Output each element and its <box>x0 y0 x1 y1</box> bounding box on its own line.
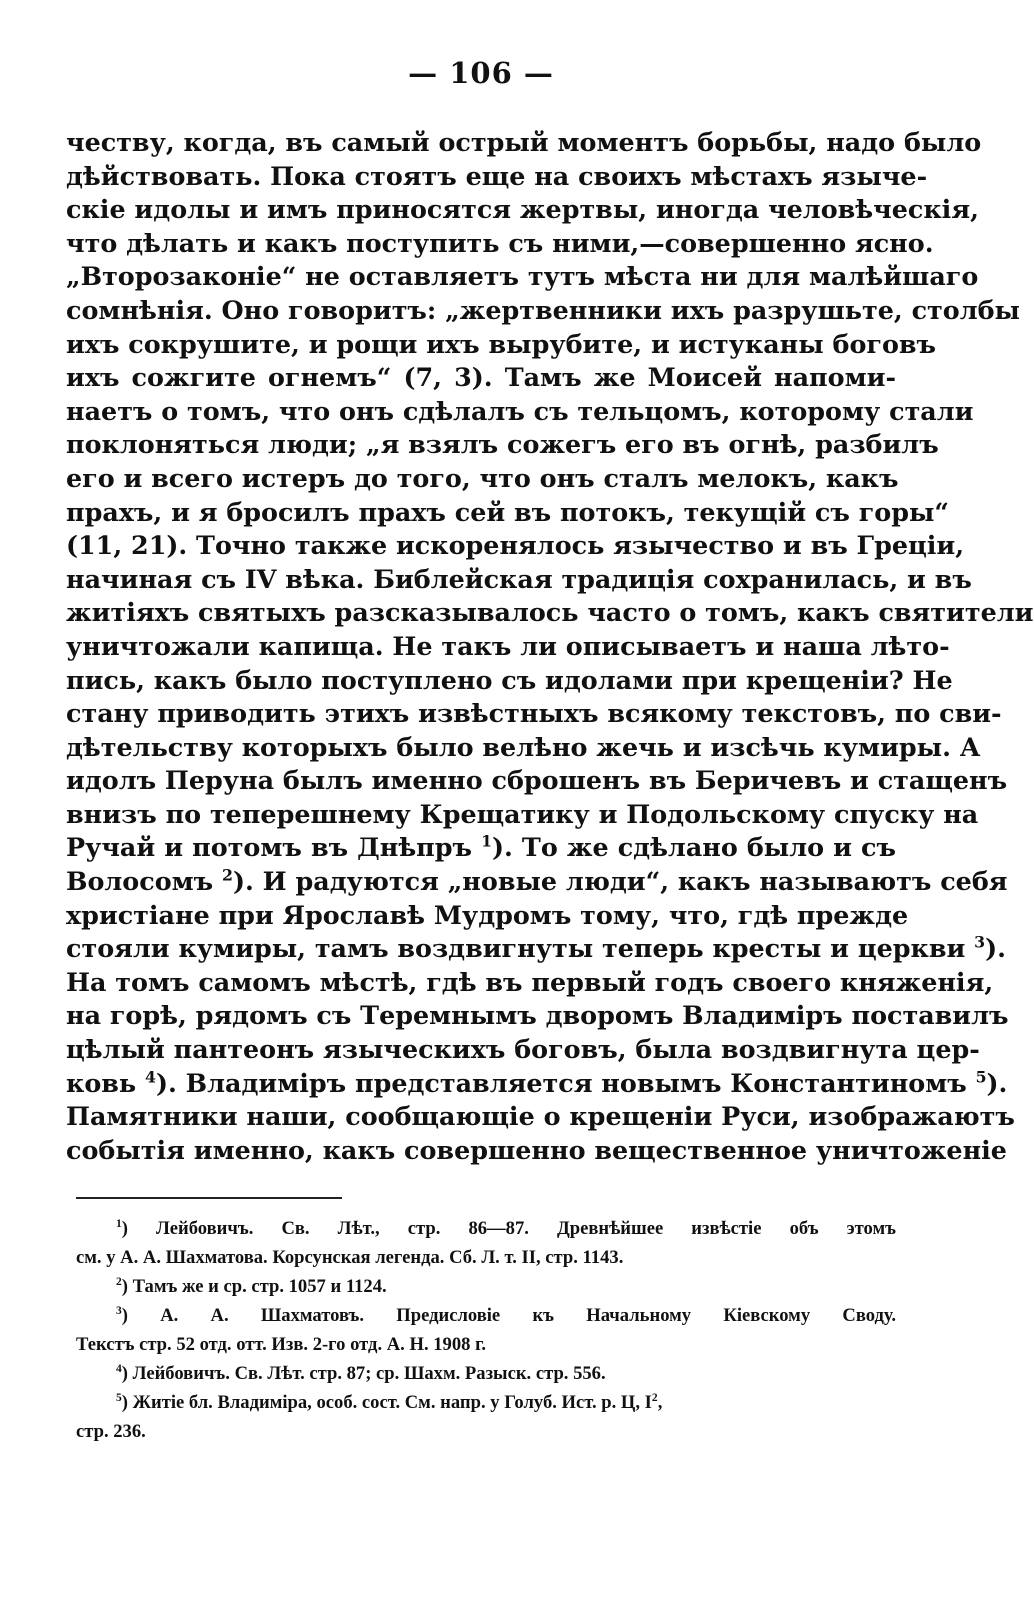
footnote-number: 1 <box>116 1218 122 1231</box>
text-fragment: Волосомъ <box>66 866 214 897</box>
text-line: что дѣлать и какъ поступить съ ними,—совершенно ясно. <box>66 227 934 258</box>
footnote-1 <box>76 1214 896 1243</box>
text-line: событія именно, какъ совершенно вещественное уничтоженіе <box>66 1134 1007 1165</box>
footnote-text: ) Лейбовичъ. Св. Лѣт., стр. 86—87. Древнѣйшее извѣстіе объ этомъ <box>121 1218 896 1239</box>
text-fragment: ). <box>985 933 1006 964</box>
text-line: скіе идолы и имъ приносятся жертвы, иногда человѣческія, <box>66 194 979 225</box>
text-line: христіане при Ярославѣ Мудромъ тому, что, гдѣ прежде <box>66 899 909 930</box>
footnote-number: 3 <box>116 1305 122 1318</box>
main-text <box>66 126 1034 1167</box>
text-line: дѣтельству которыхъ было велѣно жечь и изсѣчь кумиры. А <box>66 731 981 762</box>
text-line: стану приводить этихъ извѣстныхъ всякому текстовъ, по сви- <box>66 698 1002 729</box>
footnote-text: , <box>657 1392 663 1413</box>
text-line: сомнѣнія. Оно говоритъ: „жертвенники ихъ разрушьте, столбы <box>66 294 1021 325</box>
text-fragment: Ручай и потомъ въ Днѣпръ <box>66 832 472 863</box>
footnote-superscript: 2 <box>651 1392 658 1405</box>
text-fragment: ). То же сдѣлано было и съ <box>492 832 896 863</box>
text-line: на горѣ, рядомъ съ Теремнымъ дворомъ Владиміръ поставилъ <box>66 1000 1009 1031</box>
text-line: его и всего истеръ до того, что онъ сталъ мелокъ, какъ <box>66 462 899 493</box>
text-line: дѣйствовать. Пока стоятъ еще на своихъ мѣстахъ языче- <box>66 160 928 191</box>
text-fragment: ). Владиміръ представляется новымъ Константиномъ <box>155 1067 967 1098</box>
text-line <box>66 1067 1008 1101</box>
footnote-number: 2 <box>116 1276 122 1289</box>
footnote-ref: 5 <box>975 1067 987 1087</box>
text-line <box>66 831 896 865</box>
text-fragment: ). И радуются „новые люди“, какъ называютъ себя <box>232 866 1008 897</box>
footnote-text: ) Лейбовичъ. Св. Лѣт. стр. 87; ср. Шахм. Разыск. стр. 556. <box>121 1363 606 1384</box>
text-line <box>66 865 1008 899</box>
text-line: „Второзаконіе“ не оставляетъ тутъ мѣста ни для малѣйшаго <box>66 261 979 292</box>
footnote-text: ) Тамъ же и ср. стр. 1057 и 1124. <box>121 1276 387 1297</box>
text-line: идолъ Перуна былъ именно сброшенъ въ Беричевъ и стащенъ <box>66 765 1008 796</box>
footnote-number: 4 <box>116 1363 122 1376</box>
footnote-5 <box>76 1388 896 1417</box>
text-fragment: ковь <box>66 1067 137 1098</box>
footnote-3-continued: Текстъ стр. 52 отд. отт. Изв. 2-го отд. А. Н. 1908 г. <box>76 1334 487 1355</box>
text-line: житіяхъ святыхъ разсказывалось часто о томъ, какъ святители <box>66 597 1034 628</box>
footnote-separator <box>76 1197 342 1199</box>
footnotes <box>76 1214 896 1446</box>
footnote-ref: 3 <box>974 932 986 952</box>
text-line: наетъ о томъ, что онъ сдѣлалъ съ тельцомъ, которому стали <box>66 395 974 426</box>
text-line: ихъ сокрушите, и рощи ихъ вырубите, и истуканы боговъ <box>66 328 937 359</box>
footnote-ref: 2 <box>222 865 233 885</box>
text-line: внизъ по теперешнему Крещатику и Подольскому спуску на <box>66 798 979 829</box>
footnote-ref: 1 <box>481 832 493 852</box>
footnote-number: 5 <box>116 1392 122 1405</box>
text-line: начиная съ IV вѣка. Библейская традиція сохранилась, и въ <box>66 563 972 594</box>
text-line: Памятники наши, сообщающіе о крещеніи Руси, изображаютъ <box>66 1101 1015 1132</box>
text-line: прахъ, и я бросилъ прахъ сей въ потокъ, текущій съ горы“ <box>66 496 950 527</box>
footnote-text: ) А. А. Шахматовъ. Предисловіе къ Начальному Кіевскому Своду. <box>121 1305 896 1326</box>
text-line: ихъ сожгите огнемъ“ (7, 3). Тамъ же Моисей напоми- <box>66 362 896 393</box>
text-fragment: стояли кумиры, тамъ воздвигнуты теперь кресты и церкви <box>66 933 966 964</box>
footnote-4 <box>76 1359 896 1388</box>
text-fragment: ). <box>986 1067 1008 1098</box>
text-line: На томъ самомъ мѣстѣ, гдѣ въ первый годъ своего княженія, <box>66 966 994 997</box>
footnote-2 <box>76 1272 896 1301</box>
text-line: (11, 21). Точно также искоренялось язычество и въ Греціи, <box>66 530 965 561</box>
text-line: поклоняться люди; „я взялъ сожегъ его въ огнѣ, разбилъ <box>66 429 939 460</box>
text-line: уничтожали капища. Не такъ ли описываетъ и наша лѣто- <box>66 630 950 661</box>
footnote-text: ) Житіе бл. Владиміра, особ. сост. См. напр. у Голуб. Ист. р. Ц, I <box>121 1392 652 1413</box>
text-line: цѣлый пантеонъ языческихъ боговъ, была воздвигнута цер- <box>66 1034 980 1065</box>
page-number: — 106 — <box>408 56 554 90</box>
footnote-ref: 4 <box>145 1067 156 1087</box>
text-line: честву, когда, въ самый острый моментъ борьбы, надо было <box>66 127 982 157</box>
text-line <box>66 932 1006 966</box>
footnote-1-continued: см. у А. А. Шахматова. Корсунская легенда. Сб. Л. т. II, стр. 1143. <box>76 1247 624 1268</box>
footnote-5-continued: стр. 236. <box>76 1421 146 1442</box>
text-line: пись, какъ было поступлено съ идолами при крещеніи? Не <box>66 664 953 695</box>
footnote-3 <box>76 1301 896 1330</box>
